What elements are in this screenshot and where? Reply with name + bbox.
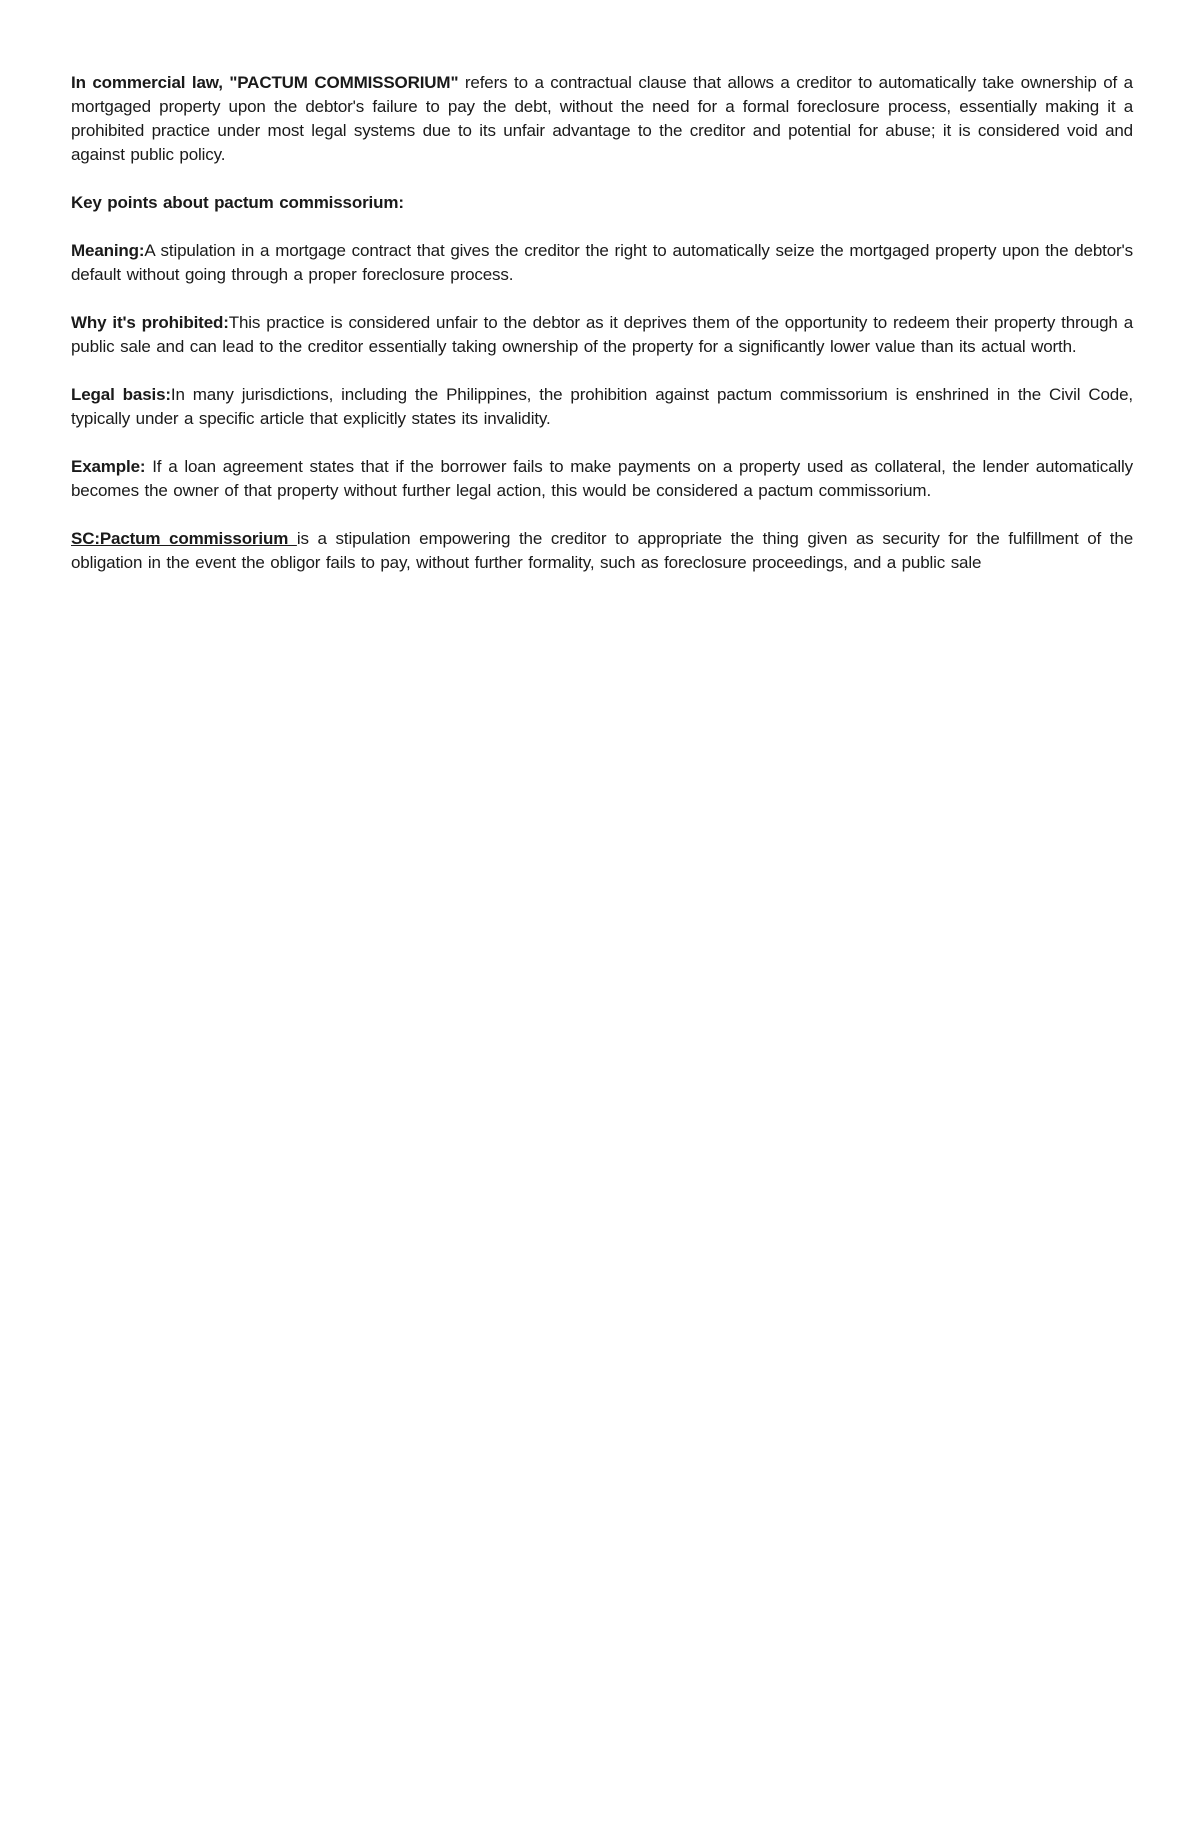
point-label: Why it's prohibited:	[71, 313, 229, 332]
point-text: A stipulation in a mortgage contract that gives the creditor the right to automatically seize the mortgaged property upon the debtor's default without going through a proper foreclosure process.	[71, 241, 1133, 284]
sc-label: SC:Pactum commissorium	[71, 529, 297, 548]
point-example	[71, 455, 1133, 503]
point-meaning	[71, 239, 1133, 287]
intro-paragraph	[71, 71, 1133, 167]
document-page	[71, 71, 1133, 599]
point-text: In many jurisdictions, including the Philippines, the prohibition against pactum commissorium is enshrined in the Civil Code, typically under a specific article that explicitly states its invalidity.	[71, 385, 1133, 428]
sc-paragraph	[71, 527, 1133, 575]
key-points-heading-text: Key points about pactum commissorium:	[71, 193, 404, 212]
point-text: This practice is considered unfair to the debtor as it deprives them of the opportunity to redeem their property through a public sale and can lead to the creditor essentially taking ownership of the property for a significantly lower value than its actual worth.	[71, 313, 1133, 356]
point-text: If a loan agreement states that if the borrower fails to make payments on a property used as collateral, the lender automatically becomes the owner of that property without further legal action, this would be considered a pactum commissorium.	[71, 457, 1133, 500]
point-label: Legal basis:	[71, 385, 171, 404]
intro-text: refers to a contractual clause that allows a creditor to automatically take ownership of a mortgaged property upon the debtor's failure to pay the debt, without the need for a formal foreclosure process, essentially making it a prohibited practice under most legal systems due to its unfair advantage to the creditor and potential for abuse; it is considered void and against public policy.	[71, 73, 1133, 164]
sc-text: is a stipulation empowering the creditor to appropriate the thing given as security for the fulfillment of the obligation in the event the obligor fails to pay, without further formality, such as foreclosure proceedings, and a public sale	[71, 529, 1133, 572]
key-points-heading	[71, 191, 1133, 215]
intro-lead: In commercial law, "PACTUM COMMISSORIUM"	[71, 73, 459, 92]
point-label: Meaning:	[71, 241, 145, 260]
point-legal-basis	[71, 383, 1133, 431]
point-why-prohibited	[71, 311, 1133, 359]
point-label: Example:	[71, 457, 146, 476]
